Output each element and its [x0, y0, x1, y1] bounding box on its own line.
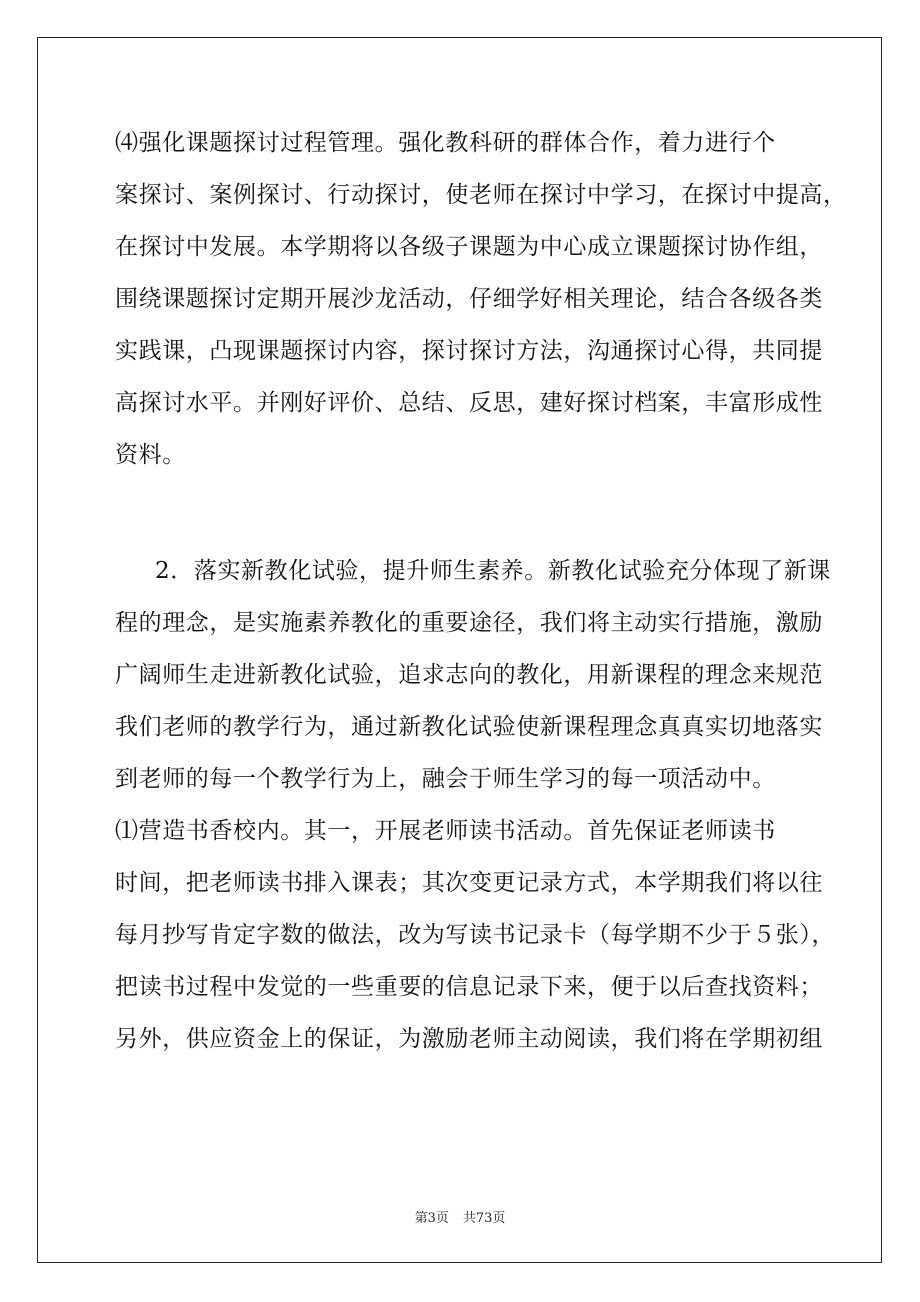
page-footer	[0, 1207, 920, 1226]
text-line: 程的理念，是实施素养教化的重要途径，我们将主动实行措施，激励	[115, 610, 823, 636]
text-line: 广阔师生走进新教化试验，追求志向的教化，用新课程的理念来规范	[115, 662, 823, 688]
text-line: 在探讨中发展。本学期将以各级子课题为中心成立课题探讨协作组，	[115, 234, 823, 260]
text-line: ⑴营造书香校内。其一，开展老师读书活动。首先保证老师读书	[115, 818, 776, 844]
text-line: 把读书过程中发觉的一些重要的信息记录下来，便于以后查找资料；	[115, 974, 823, 1000]
page-number: 第3页	[414, 1211, 449, 1226]
text-line: ⑷强化课题探讨过程管理。强化教科研的群体合作，着力进行个	[115, 130, 776, 156]
text-line: 实践课，凸现课题探讨内容，探讨探讨方法，沟通探讨心得，共同提	[115, 338, 823, 364]
page-total: 共73页	[462, 1211, 506, 1226]
text-line: 2．落实新教化试验，提升师生素养。新教化试验充分体现了新课	[155, 558, 832, 584]
text-line: 资料。	[115, 442, 186, 468]
text-line: 案探讨、案例探讨、行动探讨，使老师在探讨中学习，在探讨中提高，	[115, 182, 847, 208]
text-line: 围绕课题探讨定期开展沙龙活动，仔细学好相关理论，结合各级各类	[115, 286, 823, 312]
text-line: 高探讨水平。并刚好评价、总结、反思，建好探讨档案，丰富形成性	[115, 390, 823, 416]
text-line: 另外，供应资金上的保证，为激励老师主动阅读，我们将在学期初组	[115, 1026, 823, 1052]
text-line: 到老师的每一个教学行为上，融会于师生学习的每一项活动中。	[115, 766, 776, 792]
text-line: 每月抄写肯定字数的做法，改为写读书记录卡（每学期不少于５张），	[115, 922, 836, 948]
text-line: 我们老师的教学行为，通过新教化试验使新课程理念真真实切地落实	[115, 714, 823, 740]
text-line: 时间，把老师读书排入课表；其次变更记录方式，本学期我们将以往	[115, 870, 823, 896]
